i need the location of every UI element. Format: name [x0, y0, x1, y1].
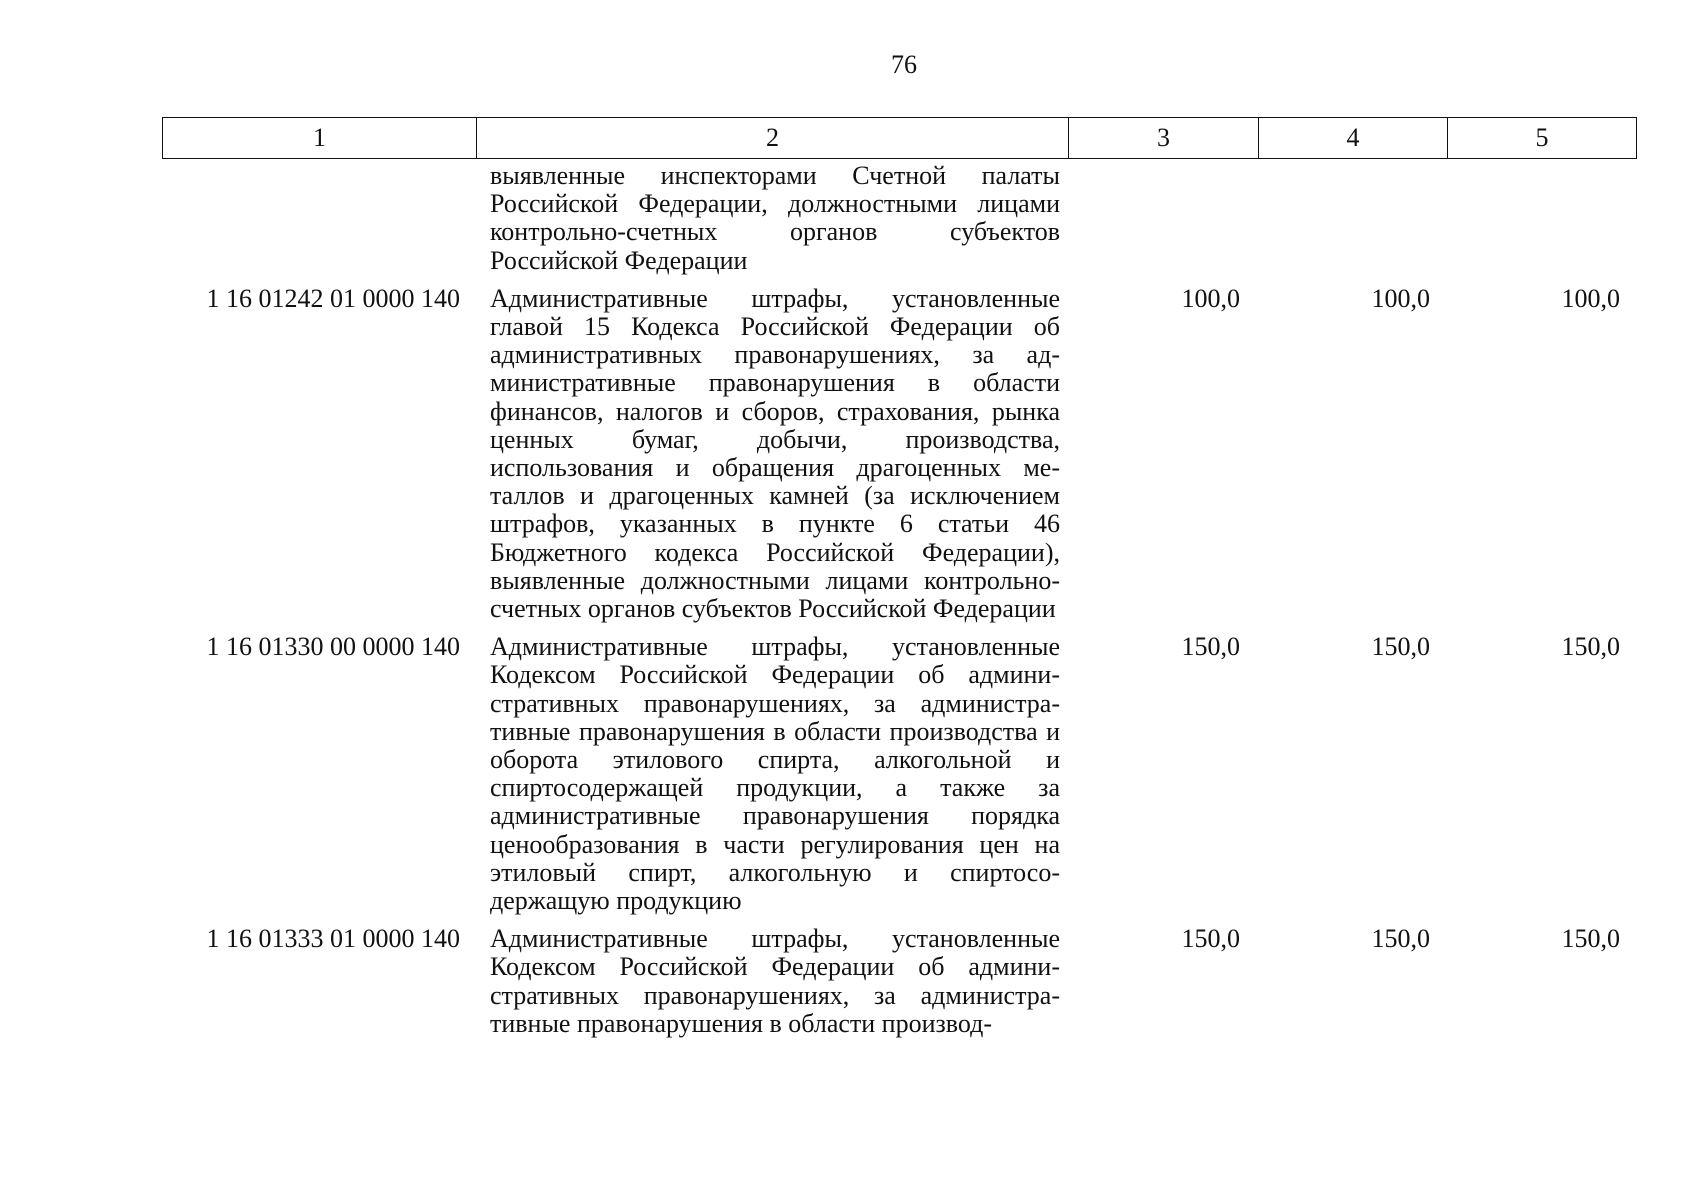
budget-code: 1 16 01333 01 0000 140 — [206, 924, 460, 954]
value-col-5: 100,0 — [1561, 283, 1620, 313]
table-row — [162, 162, 1636, 275]
table-row — [162, 633, 1636, 915]
budget-code: 1 16 01330 00 0000 140 — [206, 632, 460, 662]
table-body — [162, 162, 1636, 1048]
revenue-name: Административные штрафы, установленные Кодексом Российской Федерации об административных правонарушениях, за административные правонарушения в области производ- — [490, 924, 1060, 1038]
value-col-3: 100,0 — [1181, 283, 1240, 313]
value-col-5: 150,0 — [1561, 924, 1620, 954]
value-col-5: 150,0 — [1561, 632, 1620, 662]
page-number: 76 — [891, 50, 917, 79]
column-header-5: 5 — [1448, 118, 1637, 159]
column-header-3: 3 — [1069, 118, 1259, 159]
column-header-4: 4 — [1259, 118, 1448, 159]
value-col-3: 150,0 — [1181, 924, 1240, 954]
revenue-name: Административные штрафы, установленные Кодексом Российской Федерации об административных правонарушениях, за административные правонарушения в области производства и оборота этилового спирта, алкогольной и спиртосодержащей продукции, а также за административные правонарушения порядка ценообразования в части регулирования цен на этиловый спирт, алкогольную и спиртосодержащую продукцию — [490, 632, 1060, 916]
value-col-3: 150,0 — [1181, 632, 1240, 662]
value-col-4: 150,0 — [1371, 924, 1430, 954]
table-row — [162, 285, 1636, 623]
column-header-row — [163, 118, 1637, 159]
value-col-4: 100,0 — [1371, 283, 1430, 313]
value-col-4: 150,0 — [1371, 632, 1430, 662]
budget-code: 1 16 01242 01 0000 140 — [206, 283, 460, 313]
column-header-table — [162, 117, 1637, 159]
revenue-name: Административные штрафы, установленные главой 15 Кодекса Российской Федерации об административных правонарушениях, за административные правонарушения в области финансов, налогов и сборов, страхования, рынка ценных бумаг, добычи, производства, использования и обращения драгоценных металлов и драгоценных камней (за исключением штрафов, указанных в пункте 6 статьи 46 Бюджетного кодекса Российской Федерации), выявленные должностными лицами контрольно-счетных органов субъектов Российской Федерации — [490, 283, 1060, 624]
revenue-name: выявленные инспекторами Счетной палаты Российской Федерации, должностными лицами контрольно-счетных органов субъектов Российской Федерации — [490, 161, 1060, 275]
column-header-1: 1 — [163, 118, 477, 159]
column-header-2: 2 — [477, 118, 1069, 159]
table-row — [162, 925, 1636, 1038]
